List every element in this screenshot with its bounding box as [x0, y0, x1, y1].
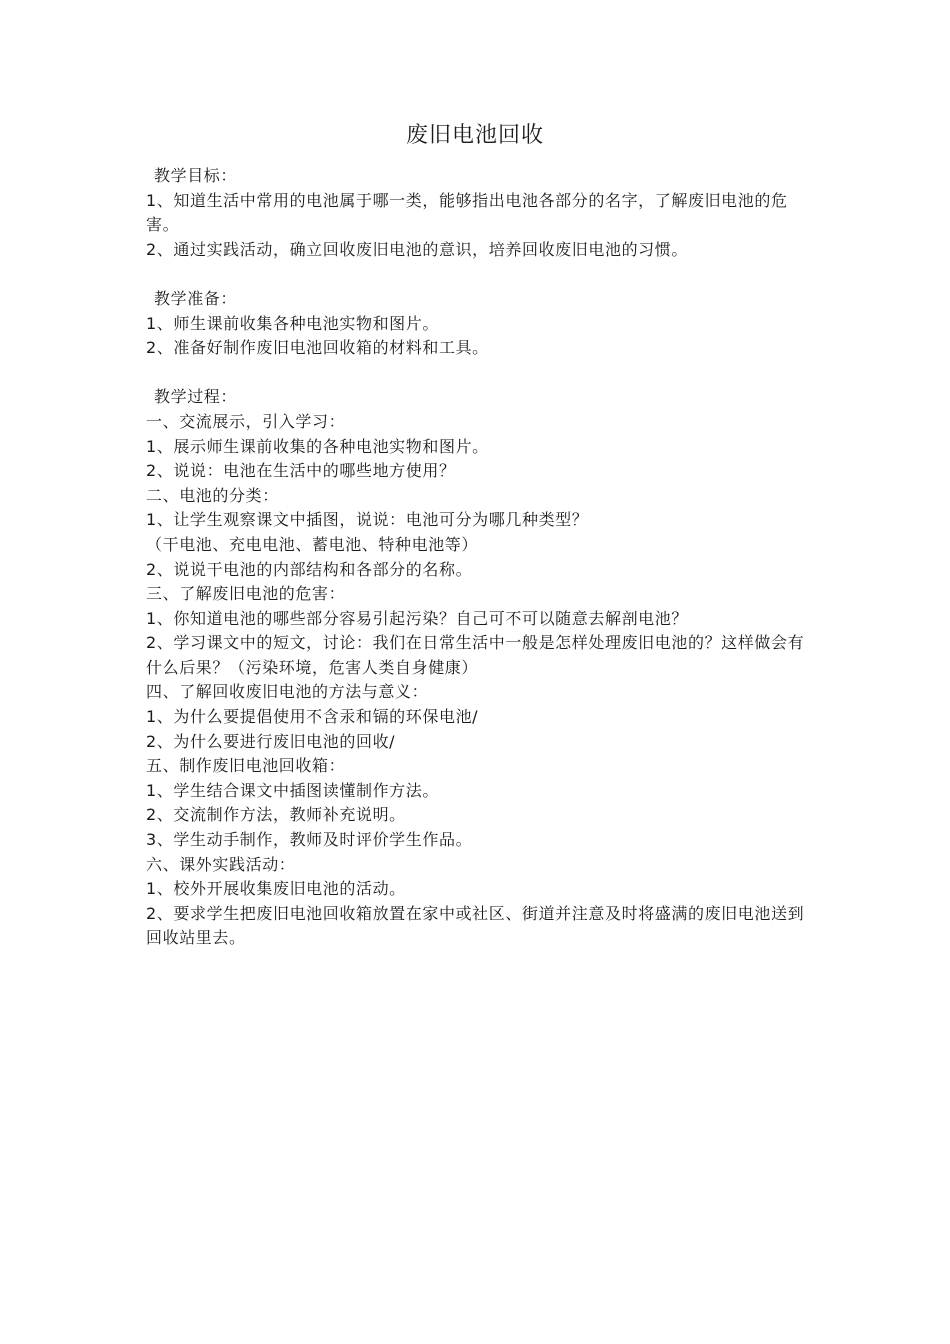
- goals-item: 1、知道生活中常用的电池属于哪一类，能够指出电池各部分的名字，了解废旧电池的危害。: [146, 190, 788, 235]
- preparation-item: 1、师生课前收集各种电池实物和图片。: [146, 313, 439, 333]
- process-line: 2、为什么要进行废旧电池的回收/: [146, 731, 396, 751]
- process-line: 1、学生结合课文中插图读懂制作方法。: [146, 780, 439, 800]
- goals-heading: 教学目标：: [154, 166, 238, 185]
- process-line: 1、为什么要提倡使用不含汞和镉的环保电池/: [146, 707, 479, 727]
- process-line: 二、电池的分类：: [146, 485, 279, 505]
- process-line: 2、说说干电池的内部结构和各部分的名称。: [146, 559, 473, 579]
- section-spacer: [146, 361, 816, 386]
- document-body: [146, 164, 816, 951]
- goals-item: 2、通过实践活动，确立回收废旧电池的意识，培养回收废旧电池的习惯。: [146, 239, 688, 259]
- preparation-heading: 教学准备：: [154, 288, 238, 308]
- process-line: 1、校外开展收集废旧电池的活动。: [146, 879, 406, 899]
- process-heading: 教学过程：: [154, 387, 238, 407]
- process-line: 1、让学生观察课文中插图，说说：电池可分为哪几种类型？: [146, 510, 589, 530]
- process-line: （干电池、充电电池、蓄电池、特种电池等）: [146, 534, 479, 554]
- process-line: 四、了解回收废旧电池的方法与意义：: [146, 682, 429, 702]
- process-line: 2、学习课文中的短文，讨论：我们在日常生活中一般是怎样处理废旧电池的？这样做会有什么后果？（污染环境，危害人类自身健康）: [146, 633, 805, 677]
- preparation-item: 2、准备好制作废旧电池回收箱的材料和工具。: [146, 338, 489, 358]
- process-line: 三、了解废旧电池的危害：: [146, 584, 346, 604]
- process-line: 六、课外实践活动：: [146, 854, 296, 874]
- process-line: 3、学生动手制作，教师及时评价学生作品。: [146, 830, 473, 850]
- process-line: 1、展示师生课前收集的各种电池实物和图片。: [146, 436, 489, 456]
- process-line: 2、要求学生把废旧电池回收箱放置在家中或社区、街道并注意及时将盛满的废旧电池送到回收站里去。: [146, 903, 805, 948]
- process-line: 五、制作废旧电池回收箱：: [146, 756, 346, 776]
- process-line: 2、说说：电池在生活中的哪些地方使用？: [146, 461, 456, 481]
- process-line: 一、交流展示，引入学习：: [146, 411, 346, 431]
- document-title: 废旧电池回收: [405, 123, 544, 148]
- section-spacer: [146, 262, 816, 287]
- process-line: 1、你知道电池的哪些部分容易引起污染？自己可不可以随意去解剖电池？: [146, 608, 688, 628]
- process-line: 2、交流制作方法，教师补充说明。: [146, 805, 406, 825]
